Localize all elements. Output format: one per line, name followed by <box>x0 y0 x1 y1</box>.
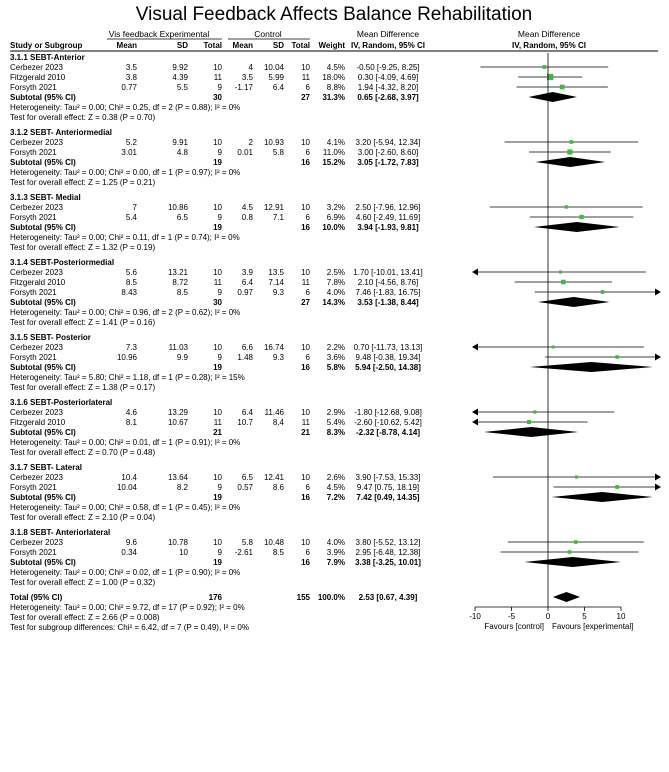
study-point <box>615 485 619 489</box>
cell-weight: 4.0% <box>326 538 345 547</box>
cell-e-mean: 3.01 <box>121 148 137 157</box>
subtotal-label: Subtotal (95% CI) <box>10 493 76 502</box>
header-study: Study or Subgroup <box>10 41 83 50</box>
header-e-total: Total <box>203 41 222 50</box>
cell-e-total: 10 <box>213 63 222 72</box>
study-name: Forsyth 2021 <box>10 148 57 157</box>
subtotal-c-total: 27 <box>301 93 310 102</box>
cell-c-sd: 12.91 <box>263 203 284 212</box>
cell-weight: 7.8% <box>326 278 345 287</box>
cell-e-mean: 8.1 <box>125 418 137 427</box>
cell-e-mean: 0.34 <box>121 548 137 557</box>
total-weight: 100.0% <box>317 593 345 602</box>
header-e-mean: Mean <box>116 41 137 50</box>
cell-mean-difference: 2.95 [-6.48, 12.38] <box>355 548 421 557</box>
cell-c-sd: 12.41 <box>263 473 284 482</box>
subtotal-c-total: 16 <box>301 158 310 167</box>
study-name: Forsyth 2021 <box>10 548 57 557</box>
cell-mean-difference: 2.10 [-4.56, 8.76] <box>357 278 419 287</box>
cell-e-total: 10 <box>213 343 222 352</box>
x-tick-label: -10 <box>469 612 481 621</box>
study-point <box>527 420 531 424</box>
cell-c-mean: 4.5 <box>241 203 253 212</box>
x-tick-label: 0 <box>545 612 551 621</box>
study-point <box>567 149 572 154</box>
overall-effect-text: Test for overall effect: Z = 0.70 (P = 0.48) <box>10 448 156 457</box>
cell-e-mean: 5.2 <box>125 138 137 147</box>
cell-e-total: 10 <box>213 203 222 212</box>
subtotal-e-total: 19 <box>213 363 222 372</box>
study-point <box>552 346 555 349</box>
header-plot-title: Mean Difference <box>517 29 581 39</box>
cell-c-sd: 5.8 <box>272 148 284 157</box>
total-diamond <box>553 592 580 602</box>
cell-c-mean: 0.97 <box>237 288 253 297</box>
subtotal-weight: 7.2% <box>326 493 345 502</box>
heterogeneity-text: Heterogeneity: Tau² = 0.00; Chi² = 0.25, df = 2 (P = 0.88); I² = 0% <box>10 103 241 112</box>
subtotal-weight: 5.8% <box>326 363 345 372</box>
cell-mean-difference: 1.70 [-10.01, 13.41] <box>353 268 423 277</box>
subtotal-mean-difference: 3.94 [-1.93, 9.81] <box>357 223 419 232</box>
study-point <box>561 280 566 285</box>
subtotal-weight: 15.2% <box>322 158 345 167</box>
cell-c-sd: 8.6 <box>272 483 284 492</box>
cell-c-total: 11 <box>301 73 310 82</box>
cell-weight: 2.2% <box>326 343 345 352</box>
cell-c-total: 6 <box>305 548 310 557</box>
cell-c-total: 10 <box>301 538 310 547</box>
subtotal-mean-difference: -2.32 [-8.78, 4.14] <box>355 428 421 437</box>
cell-e-sd: 13.29 <box>167 408 188 417</box>
study-ci-line-arrow-left <box>472 419 478 426</box>
study-ci-line-arrow-right <box>655 354 661 361</box>
cell-c-total: 10 <box>301 408 310 417</box>
cell-e-sd: 10.67 <box>167 418 188 427</box>
cell-e-sd: 10.78 <box>167 538 188 547</box>
cell-c-total: 6 <box>305 148 310 157</box>
study-name: Cerbezer 2023 <box>10 203 63 212</box>
cell-e-mean: 4.6 <box>125 408 137 417</box>
header-c-total: Total <box>291 41 310 50</box>
study-name: Forsyth 2021 <box>10 483 57 492</box>
cell-mean-difference: 0.70 [-11.73, 13.13] <box>353 343 423 352</box>
subtotal-mean-difference: 7.42 [0.49, 14.35] <box>356 493 420 502</box>
cell-e-total: 10 <box>213 408 222 417</box>
subtotal-weight: 14.3% <box>322 298 345 307</box>
heterogeneity-text: Heterogeneity: Tau² = 0.00; Chi² = 0.58, df = 1 (P = 0.45); I² = 0% <box>10 503 241 512</box>
cell-c-total: 10 <box>301 138 310 147</box>
heterogeneity-text: Heterogeneity: Tau² = 0.00; Chi² = 0.00, df = 1 (P = 0.97); I² = 0% <box>10 168 241 177</box>
chart-title: Visual Feedback Affects Balance Rehabilitation <box>135 4 533 25</box>
cell-e-total: 9 <box>217 288 222 297</box>
subtotal-c-total: 16 <box>301 558 310 567</box>
heterogeneity-text: Heterogeneity: Tau² = 0.00; Chi² = 0.11, df = 1 (P = 0.74); I² = 0% <box>10 233 240 242</box>
cell-e-sd: 9.9 <box>176 353 188 362</box>
cell-c-mean: 6.5 <box>241 473 253 482</box>
cell-c-total: 10 <box>301 343 310 352</box>
study-ci-line-arrow-right <box>655 474 661 481</box>
cell-c-mean: 6.6 <box>241 343 253 352</box>
cell-e-total: 9 <box>217 548 222 557</box>
cell-c-sd: 10.48 <box>263 538 284 547</box>
header-c-mean: Mean <box>232 41 253 50</box>
cell-c-mean: -1.17 <box>234 83 253 92</box>
study-ci-line-arrow-left <box>472 269 478 276</box>
subgroup-title: 3.1.8 SEBT- Anteriorlateral <box>10 528 111 537</box>
favours-control-label: Favours [control] <box>484 622 544 631</box>
cell-mean-difference: 1.94 [-4.32, 8.20] <box>357 83 419 92</box>
study-point <box>565 205 568 208</box>
cell-c-sd: 8.4 <box>272 418 284 427</box>
cell-weight: 3.9% <box>326 548 345 557</box>
cell-e-total: 11 <box>213 73 222 82</box>
subtotal-mean-difference: 0.65 [-2.68, 3.97] <box>357 93 419 102</box>
study-name: Fitzgerald 2010 <box>10 73 66 82</box>
cell-c-mean: 6.4 <box>241 408 253 417</box>
x-tick-label: 10 <box>616 612 626 621</box>
cell-weight: 8.8% <box>326 83 345 92</box>
study-point <box>579 215 583 219</box>
cell-c-mean: 3.9 <box>241 268 253 277</box>
subtotal-diamond <box>538 297 610 307</box>
favours-experimental-label: Favours [experimental] <box>552 622 634 631</box>
subtotal-e-total: 19 <box>213 558 222 567</box>
study-name: Forsyth 2021 <box>10 83 57 92</box>
cell-e-sd: 10 <box>179 548 188 557</box>
study-name: Forsyth 2021 <box>10 353 57 362</box>
overall-effect-text: Test for overall effect: Z = 2.10 (P = 0.04) <box>10 513 156 522</box>
subtotal-c-total: 16 <box>301 493 310 502</box>
subtotal-label: Subtotal (95% CI) <box>10 158 76 167</box>
study-name: Cerbezer 2023 <box>10 538 63 547</box>
cell-e-mean: 3.5 <box>125 63 137 72</box>
cell-mean-difference: -2.60 [-10.62, 5.42] <box>354 418 422 427</box>
heterogeneity-text: Heterogeneity: Tau² = 0.00; Chi² = 0.01, df = 1 (P = 0.91); I² = 0% <box>10 438 241 447</box>
study-name: Cerbezer 2023 <box>10 268 63 277</box>
subtotal-c-total: 16 <box>301 223 310 232</box>
overall-effect-text: Test for overall effect: Z = 1.00 (P = 0.32) <box>10 578 156 587</box>
heterogeneity-text: Heterogeneity: Tau² = 5.80; Chi² = 1.18, df = 1 (P = 0.28); I² = 15% <box>10 373 245 382</box>
cell-c-mean: 0.57 <box>237 483 253 492</box>
cell-c-sd: 7.1 <box>272 213 284 222</box>
subtotal-diamond <box>484 427 578 437</box>
cell-e-sd: 13.64 <box>167 473 188 482</box>
subtotal-c-total: 16 <box>301 363 310 372</box>
cell-mean-difference: 4.60 [-2.49, 11.69] <box>355 213 421 222</box>
cell-weight: 11.0% <box>322 148 345 157</box>
study-name: Fitzgerald 2010 <box>10 278 66 287</box>
subtotal-e-total: 30 <box>213 298 222 307</box>
cell-e-total: 9 <box>217 483 222 492</box>
study-point <box>574 540 578 544</box>
cell-weight: 5.4% <box>326 418 345 427</box>
total-heterogeneity-text: Heterogeneity: Tau² = 0.00; Chi² = 9.72, df = 17 (P = 0.92); I² = 0% <box>10 603 245 612</box>
cell-c-total: 6 <box>305 213 310 222</box>
cell-c-sd: 8.5 <box>272 548 284 557</box>
subtotal-e-total: 30 <box>213 93 222 102</box>
header-experimental: Vis feedback Experimental <box>108 29 210 39</box>
study-name: Forsyth 2021 <box>10 213 57 222</box>
cell-c-sd: 16.74 <box>263 343 284 352</box>
cell-c-mean: 3.5 <box>241 73 253 82</box>
study-point <box>575 475 578 478</box>
subtotal-e-total: 19 <box>213 493 222 502</box>
cell-e-mean: 0.77 <box>121 83 137 92</box>
cell-mean-difference: 9.47 [0.75, 18.19] <box>356 483 420 492</box>
header-c-sd: SD <box>272 41 284 50</box>
cell-mean-difference: 3.90 [-7.53, 15.33] <box>355 473 421 482</box>
cell-weight: 4.5% <box>326 63 345 72</box>
study-point <box>533 410 536 413</box>
cell-e-sd: 8.5 <box>176 288 188 297</box>
subtotal-e-total: 19 <box>213 223 222 232</box>
subtotal-diamond <box>528 92 577 102</box>
cell-e-sd: 9.92 <box>172 63 188 72</box>
x-tick-label: 5 <box>582 612 587 621</box>
header-e-sd: SD <box>176 41 188 50</box>
header-control: Control <box>254 29 282 39</box>
cell-weight: 4.0% <box>326 288 345 297</box>
cell-c-total: 10 <box>301 473 310 482</box>
cell-e-sd: 4.39 <box>172 73 188 82</box>
cell-c-sd: 9.3 <box>272 353 284 362</box>
subtotal-weight: 31.3% <box>322 93 345 102</box>
study-name: Cerbezer 2023 <box>10 343 63 352</box>
cell-c-mean: 0.01 <box>237 148 253 157</box>
cell-e-sd: 13.21 <box>167 268 188 277</box>
cell-c-total: 11 <box>301 278 310 287</box>
cell-c-sd: 13.5 <box>268 268 284 277</box>
cell-e-sd: 8.72 <box>172 278 188 287</box>
cell-c-total: 6 <box>305 288 310 297</box>
cell-mean-difference: -0.50 [-9.25, 8.25] <box>356 63 420 72</box>
cell-c-sd: 5.99 <box>268 73 284 82</box>
subgroup-title: 3.1.5 SEBT- Posterior <box>10 333 91 342</box>
subtotal-diamond <box>524 557 621 567</box>
cell-weight: 2.9% <box>326 408 345 417</box>
subtotal-diamond <box>535 157 605 167</box>
study-point <box>601 290 605 294</box>
cell-e-total: 11 <box>213 278 222 287</box>
subtotal-e-total: 21 <box>213 428 222 437</box>
cell-mean-difference: 3.80 [-5.52, 13.12] <box>355 538 421 547</box>
cell-weight: 6.9% <box>326 213 345 222</box>
header-plot-method: IV, Random, 95% CI <box>512 41 586 50</box>
cell-e-sd: 11.03 <box>168 343 188 352</box>
subtotal-mean-difference: 3.38 [-3.25, 10.01] <box>355 558 421 567</box>
cell-e-total: 9 <box>217 83 222 92</box>
subtotal-label: Subtotal (95% CI) <box>10 558 76 567</box>
cell-e-mean: 10.96 <box>116 353 137 362</box>
cell-c-mean: 1.48 <box>237 353 253 362</box>
cell-mean-difference: 7.46 [-1.83, 16.75] <box>355 288 421 297</box>
subtotal-label: Subtotal (95% CI) <box>10 93 76 102</box>
study-point <box>542 65 546 69</box>
cell-weight: 3.6% <box>326 353 345 362</box>
overall-effect-text: Test for overall effect: Z = 0.38 (P = 0.70) <box>10 113 156 122</box>
cell-weight: 4.5% <box>326 483 345 492</box>
cell-c-sd: 7.14 <box>268 278 284 287</box>
study-name: Cerbezer 2023 <box>10 138 63 147</box>
subgroup-title: 3.1.7 SEBT- Lateral <box>10 463 83 472</box>
cell-weight: 2.6% <box>326 473 345 482</box>
heterogeneity-text: Heterogeneity: Tau² = 0.00; Chi² = 0.96, df = 2 (P = 0.62); I² = 0% <box>10 308 241 317</box>
study-ci-line-arrow-left <box>472 344 478 351</box>
study-point <box>559 270 562 273</box>
cell-e-mean: 9.6 <box>125 538 137 547</box>
cell-c-total: 11 <box>301 418 310 427</box>
study-point <box>568 550 572 554</box>
cell-mean-difference: -1.80 [-12.68, 9.08] <box>354 408 422 417</box>
subtotal-diamond <box>552 492 653 502</box>
cell-e-sd: 9.91 <box>172 138 188 147</box>
cell-e-mean: 7.3 <box>125 343 137 352</box>
study-point <box>560 85 565 90</box>
subtotal-e-total: 19 <box>213 158 222 167</box>
subgroup-title: 3.1.6 SEBT-Posteriorlateral <box>10 398 113 407</box>
cell-e-total: 9 <box>217 148 222 157</box>
cell-e-sd: 4.8 <box>176 148 188 157</box>
cell-weight: 18.0% <box>322 73 345 82</box>
subtotal-c-total: 21 <box>301 428 310 437</box>
overall-effect-text: Test for overall effect: Z = 1.32 (P = 0.19) <box>10 243 156 252</box>
overall-effect-text: Test for overall effect: Z = 1.41 (P = 0.16) <box>10 318 156 327</box>
study-name: Fitzgerald 2010 <box>10 418 66 427</box>
cell-mean-difference: 9.48 [-0.38, 19.34] <box>355 353 421 362</box>
cell-e-mean: 5.4 <box>125 213 137 222</box>
study-name: Cerbezer 2023 <box>10 473 63 482</box>
header-md-method: IV, Random, 95% CI <box>351 41 425 50</box>
cell-e-mean: 3.8 <box>125 73 137 82</box>
study-point <box>570 140 574 144</box>
cell-e-mean: 10.04 <box>116 483 137 492</box>
cell-e-mean: 7 <box>132 203 137 212</box>
cell-mean-difference: 2.50 [-7.96, 12.96] <box>355 203 421 212</box>
cell-e-sd: 8.2 <box>176 483 188 492</box>
cell-e-total: 9 <box>217 213 222 222</box>
subtotal-label: Subtotal (95% CI) <box>10 363 76 372</box>
cell-e-sd: 10.86 <box>167 203 188 212</box>
cell-c-total: 6 <box>305 483 310 492</box>
cell-e-total: 9 <box>217 353 222 362</box>
cell-c-total: 10 <box>301 268 310 277</box>
cell-weight: 3.2% <box>326 203 345 212</box>
cell-c-mean: 10.7 <box>237 418 253 427</box>
study-name: Cerbezer 2023 <box>10 408 63 417</box>
header-weight: Weight <box>318 41 345 50</box>
cell-c-sd: 10.93 <box>263 138 284 147</box>
subtotal-label: Subtotal (95% CI) <box>10 428 76 437</box>
cell-c-total: 10 <box>301 203 310 212</box>
subtotal-weight: 10.0% <box>322 223 345 232</box>
cell-e-sd: 6.5 <box>176 213 188 222</box>
cell-c-mean: 4 <box>248 63 253 72</box>
subtotal-mean-difference: 3.05 [-1.72, 7.83] <box>357 158 419 167</box>
header-md-title: Mean Difference <box>356 29 420 39</box>
subgroup-title: 3.1.2 SEBT- Anteriormedial <box>10 128 112 137</box>
subgroup-differences-text: Test for subgroup differences: Chi² = 6.42, df = 7 (P = 0.49), I² = 0% <box>10 623 249 632</box>
study-ci-line-arrow-right <box>655 484 661 491</box>
heterogeneity-text: Heterogeneity: Tau² = 0.00; Chi² = 0.02, df = 1 (P = 0.90); I² = 0% <box>10 568 241 577</box>
cell-e-total: 10 <box>213 138 222 147</box>
cell-c-sd: 6.4 <box>272 83 284 92</box>
subgroup-title: 3.1.4 SEBT-Posteriormedial <box>10 258 115 267</box>
subtotal-mean-difference: 5.94 [-2.50, 14.38] <box>355 363 421 372</box>
cell-e-mean: 8.5 <box>125 278 137 287</box>
cell-mean-difference: 0.30 [-4.09, 4.69] <box>357 73 419 82</box>
cell-mean-difference: 3.20 [-5.94, 12.34] <box>355 138 421 147</box>
cell-weight: 2.5% <box>326 268 345 277</box>
total-mean-difference: 2.53 [0.67, 4.39] <box>358 593 418 602</box>
overall-effect-text: Test for overall effect: Z = 1.38 (P = 0.17) <box>10 383 156 392</box>
cell-e-mean: 8.43 <box>121 288 137 297</box>
cell-weight: 4.1% <box>326 138 345 147</box>
cell-c-total: 6 <box>305 83 310 92</box>
cell-c-sd: 9.3 <box>272 288 284 297</box>
total-label: Total (95% CI) <box>10 593 63 602</box>
study-name: Forsyth 2021 <box>10 288 57 297</box>
cell-c-mean: 2 <box>248 138 253 147</box>
cell-c-sd: 10.04 <box>263 63 284 72</box>
overall-effect-text: Test for overall effect: Z = 1.25 (P = 0.21) <box>10 178 156 187</box>
cell-e-mean: 10.4 <box>121 473 137 482</box>
cell-e-total: 11 <box>213 418 222 427</box>
cell-c-mean: 6.4 <box>241 278 253 287</box>
cell-c-total: 6 <box>305 353 310 362</box>
subtotal-diamond <box>534 222 620 232</box>
cell-e-total: 10 <box>213 538 222 547</box>
subtotal-mean-difference: 3.53 [-1.38, 8.44] <box>357 298 419 307</box>
cell-c-mean: 5.8 <box>241 538 253 547</box>
cell-e-total: 10 <box>213 268 222 277</box>
total-c-total: 155 <box>296 593 310 602</box>
study-ci-line-arrow-right <box>655 289 661 296</box>
subgroup-title: 3.1.1 SEBT-Anterior <box>10 53 85 62</box>
study-point <box>615 355 618 358</box>
cell-e-sd: 5.5 <box>176 83 188 92</box>
cell-e-total: 10 <box>213 473 222 482</box>
study-name: Cerbezer 2023 <box>10 63 63 72</box>
subtotal-label: Subtotal (95% CI) <box>10 223 76 232</box>
subtotal-weight: 7.9% <box>326 558 345 567</box>
cell-c-mean: -2.61 <box>234 548 253 557</box>
cell-mean-difference: 3.00 [-2.60, 8.60] <box>357 148 419 157</box>
subtotal-label: Subtotal (95% CI) <box>10 298 76 307</box>
subtotal-c-total: 27 <box>301 298 310 307</box>
x-tick-label: -5 <box>507 612 516 621</box>
cell-e-mean: 5.6 <box>125 268 137 277</box>
cell-c-mean: 0.8 <box>241 213 253 222</box>
subtotal-weight: 8.3% <box>326 428 345 437</box>
total-overall-effect-text: Test for overall effect: Z = 2.66 (P = 0.008) <box>10 613 160 622</box>
cell-c-sd: 11.46 <box>264 408 284 417</box>
subgroup-title: 3.1.3 SEBT- Medial <box>10 193 81 202</box>
cell-c-total: 10 <box>301 63 310 72</box>
total-e-total: 176 <box>208 593 222 602</box>
study-ci-line-arrow-left <box>472 409 478 416</box>
